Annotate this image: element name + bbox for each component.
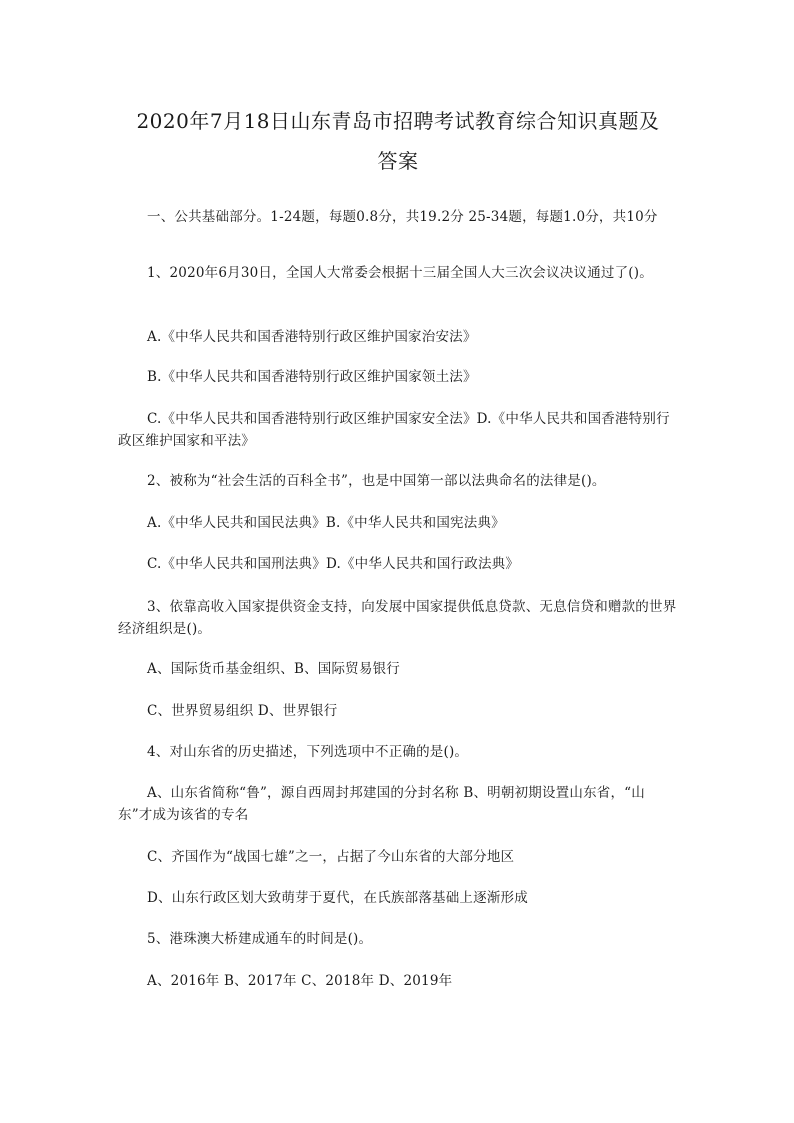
question-1-option-b: B.《中华人民共和国香港特别行政区维护国家领土法》 [147, 369, 477, 385]
question-1-option-cd: C.《中华人民共和国香港特别行政区维护国家安全法》D.《中华人民共和国香港特别行政区维护国家和平法》 [118, 411, 670, 449]
question-4-option-c: C、齐国作为“战国七雄”之一，占据了今山东省的大部分地区 [147, 849, 515, 865]
question-5-stem: 5、港珠澳大桥建成通车的时间是()。 [147, 931, 373, 947]
question-2-option-ab: A.《中华人民共和国民法典》B.《中华人民共和国宪法典》 [147, 515, 505, 531]
question-1-stem: 1、2020年6月30日，全国人大常委会根据十三届全国人大三次会议决议通过了()。 [147, 265, 653, 281]
question-1-option-a: A.《中华人民共和国香港特别行政区维护国家治安法》 [147, 329, 477, 345]
section-heading: 一、公共基础部分。1-24题，每题0.8分，共19.2分 25-34题，每题1.0分，共10分 [147, 209, 658, 225]
document-title-line-2: 答案 [377, 149, 419, 173]
question-2-stem: 2、被称为“社会生活的百科全书”，也是中国第一部以法典命名的法律是()。 [147, 473, 606, 489]
question-3-option-cd: C、世界贸易组织 D、世界银行 [147, 703, 338, 719]
question-4-option-ab: A、山东省简称“鲁”，源自西周封邦建国的分封名称 B、明朝初期设置山东省，“山东”才成为该省的专名 [118, 785, 645, 823]
question-4-option-d: D、山东行政区划大致萌芽于夏代，在氏族部落基础上逐渐形成 [147, 890, 528, 906]
question-3-option-ab: A、国际货币基金组织、B、国际贸易银行 [147, 661, 400, 677]
question-5-options: A、2016年 B、2017年 C、2018年 D、2019年 [147, 973, 453, 989]
question-2-option-cd: C.《中华人民共和国刑法典》D.《中华人民共和国行政法典》 [147, 556, 520, 572]
question-3-stem: 3、依靠高收入国家提供资金支持，向发展中国家提供低息贷款、无息信贷和赠款的世界经济组织是()。 [118, 599, 677, 637]
document-title-line-1: 2020年7月18日山东青岛市招聘考试教育综合知识真题及 [136, 109, 660, 133]
question-4-stem: 4、对山东省的历史描述，下列选项中不正确的是()。 [147, 744, 469, 760]
